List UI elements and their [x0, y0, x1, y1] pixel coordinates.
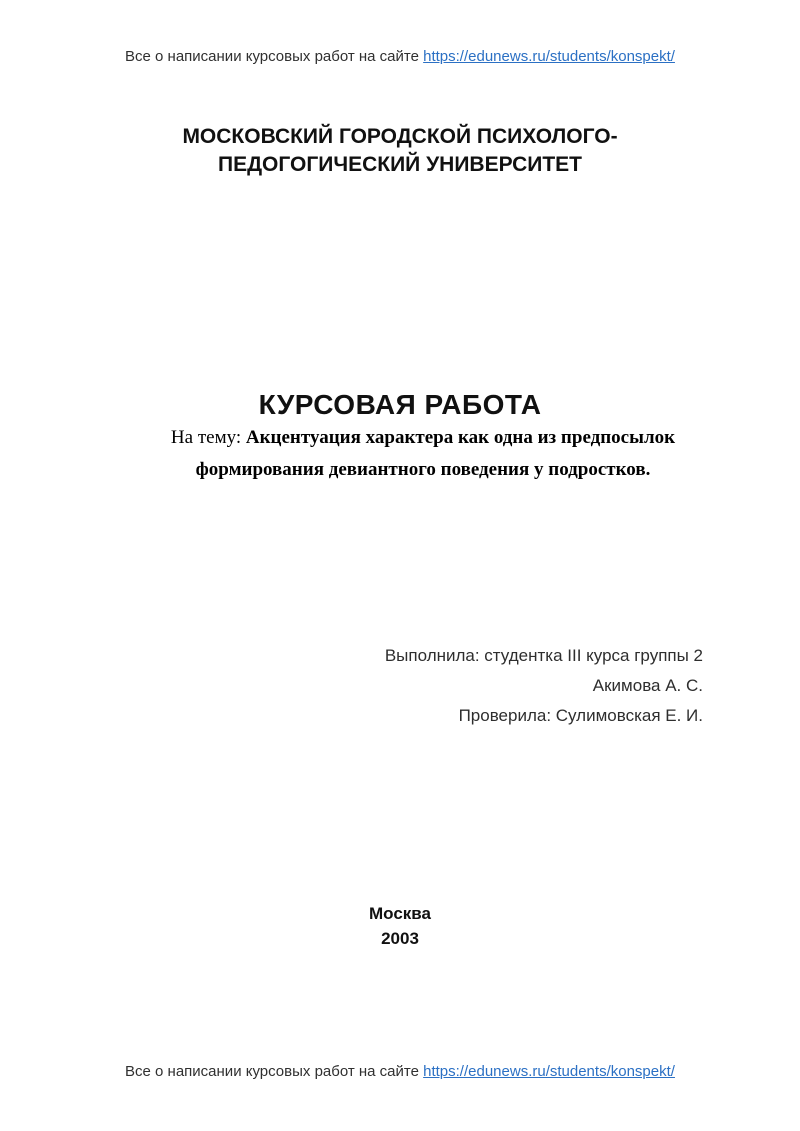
- imprint-city: Москва: [369, 904, 431, 923]
- credits-checked-by: Проверила: Сулимовская Е. И.: [458, 706, 703, 725]
- university-title-line2: ПЕДОГОГИЧЕСКИЙ УНИВЕРСИТЕТ: [217, 153, 583, 176]
- header-site-link[interactable]: https://edunews.ru/students/konspekt/: [423, 48, 675, 65]
- credits-author: Акимова А. С.: [592, 676, 703, 695]
- imprint-year: 2003: [381, 929, 419, 948]
- footer-site-link[interactable]: https://edunews.ru/students/konspekt/: [423, 1063, 675, 1080]
- footer-note-text: Все о написании курсовых работ на сайте: [125, 1063, 424, 1080]
- topic-text-line1: Акцентуация характера как одна из предпосылок: [245, 427, 676, 448]
- work-type-heading: КУРСОВАЯ РАБОТА: [258, 389, 542, 420]
- header-note-text: Все о написании курсовых работ на сайте: [125, 48, 424, 65]
- university-title: [96, 123, 704, 179]
- imprint-block: [0, 901, 800, 951]
- topic-text-line2: формирования девиантного поведения у подростков.: [195, 458, 651, 480]
- credits-performed-by: Выполнила: студентка III курса группы 2: [384, 646, 703, 665]
- work-topic: [96, 422, 704, 485]
- topic-label: На тему:: [170, 427, 246, 448]
- header-note: [0, 48, 800, 65]
- credits-block: [96, 641, 703, 731]
- university-title-line1: МОСКОВСКИЙ ГОРОДСКОЙ ПСИХОЛОГО-: [182, 125, 618, 148]
- footer-note: [0, 1063, 800, 1080]
